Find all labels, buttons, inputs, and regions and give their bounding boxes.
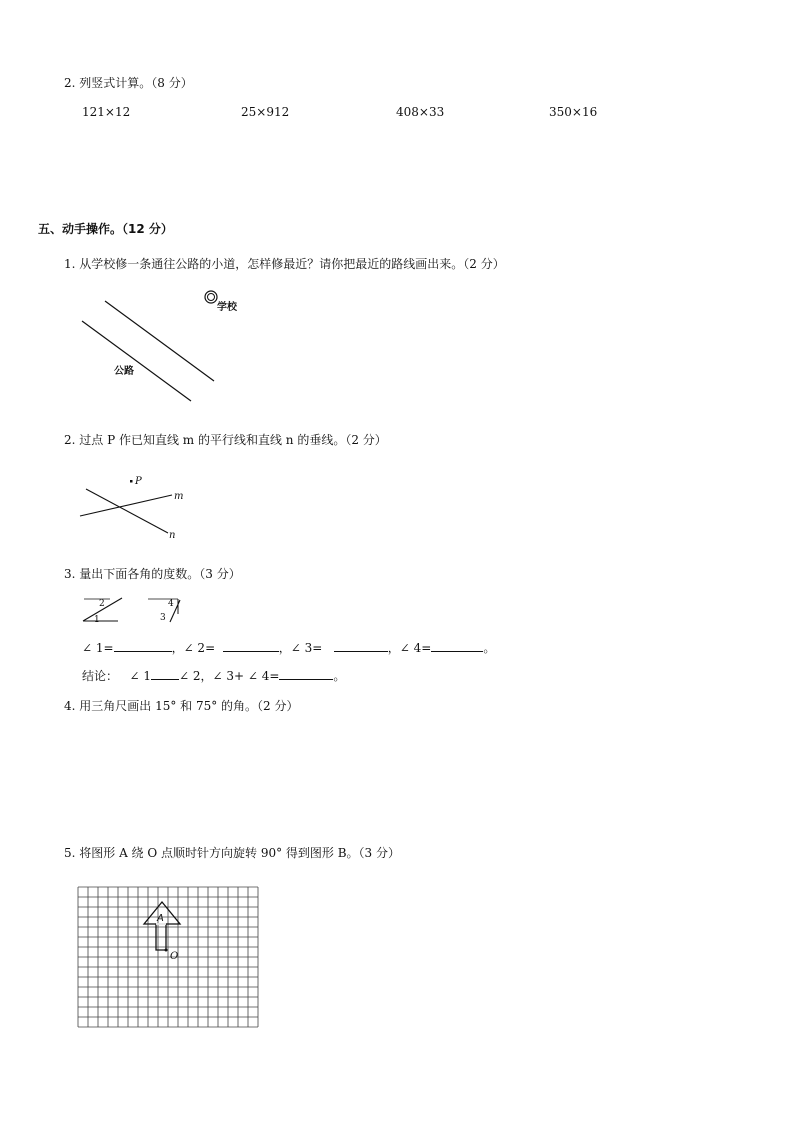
question-5-2-title: 2. 过点 P 作已知直线 m 的平行线和直线 n 的垂线。（2 分） [64, 433, 387, 447]
grid-lines [78, 887, 258, 1027]
label-a: A [157, 913, 164, 924]
conclusion-label: 结论： [82, 669, 119, 683]
calc-item-1: 121×12 [82, 105, 131, 119]
question-5-1-title: 1. 从学校修一条通往公路的小道，怎样修最近？请你把最近的路线画出来。（2 分） [64, 257, 505, 271]
point-o [165, 949, 168, 952]
angle-label-2: 2 [99, 599, 105, 609]
calc-item-3: 408×33 [396, 105, 445, 119]
conclusion-angle-1: ∠ 1 [129, 669, 151, 683]
label-m: m [174, 491, 184, 502]
angle-2-label: ，∠ 2= [171, 641, 216, 655]
calc-item-4: 350×16 [549, 105, 598, 119]
angle-label-3: 3 [160, 613, 166, 623]
road-label: 公路 [114, 366, 134, 377]
angle-1-label: ∠ 1= [82, 641, 114, 655]
question-5-5-title: 5. 将图形 A 绕 O 点顺时针方向旋转 90° 得到图形 B。（3 分） [64, 846, 401, 860]
angle-4-label: ，∠ 4= [387, 641, 432, 655]
label-p: P [135, 476, 142, 487]
question-5-4-title: 4. 用三角尺画出 15° 和 75° 的角。（2 分） [64, 699, 299, 713]
angle-label-1: 1 [94, 615, 100, 625]
line2-end: 。 [333, 669, 346, 683]
question-5-3-title: 3. 量出下面各角的度数。（3 分） [64, 567, 241, 581]
angle-3-label: ，∠ 3= [278, 641, 323, 655]
question-2-title: 2. 列竖式计算。（8 分） [64, 76, 193, 90]
section-5-title: 五、动手操作。（12 分） [38, 222, 173, 236]
line1-end: 。 [483, 641, 496, 655]
angle-label-4: 4 [168, 599, 174, 609]
school-label: 学校 [217, 302, 237, 313]
calc-item-2: 25×912 [241, 105, 290, 119]
label-n: n [169, 530, 176, 541]
label-o: O [170, 951, 179, 962]
conclusion-angle-sum: ∠ 2，∠ 3+ ∠ 4= [178, 669, 280, 683]
